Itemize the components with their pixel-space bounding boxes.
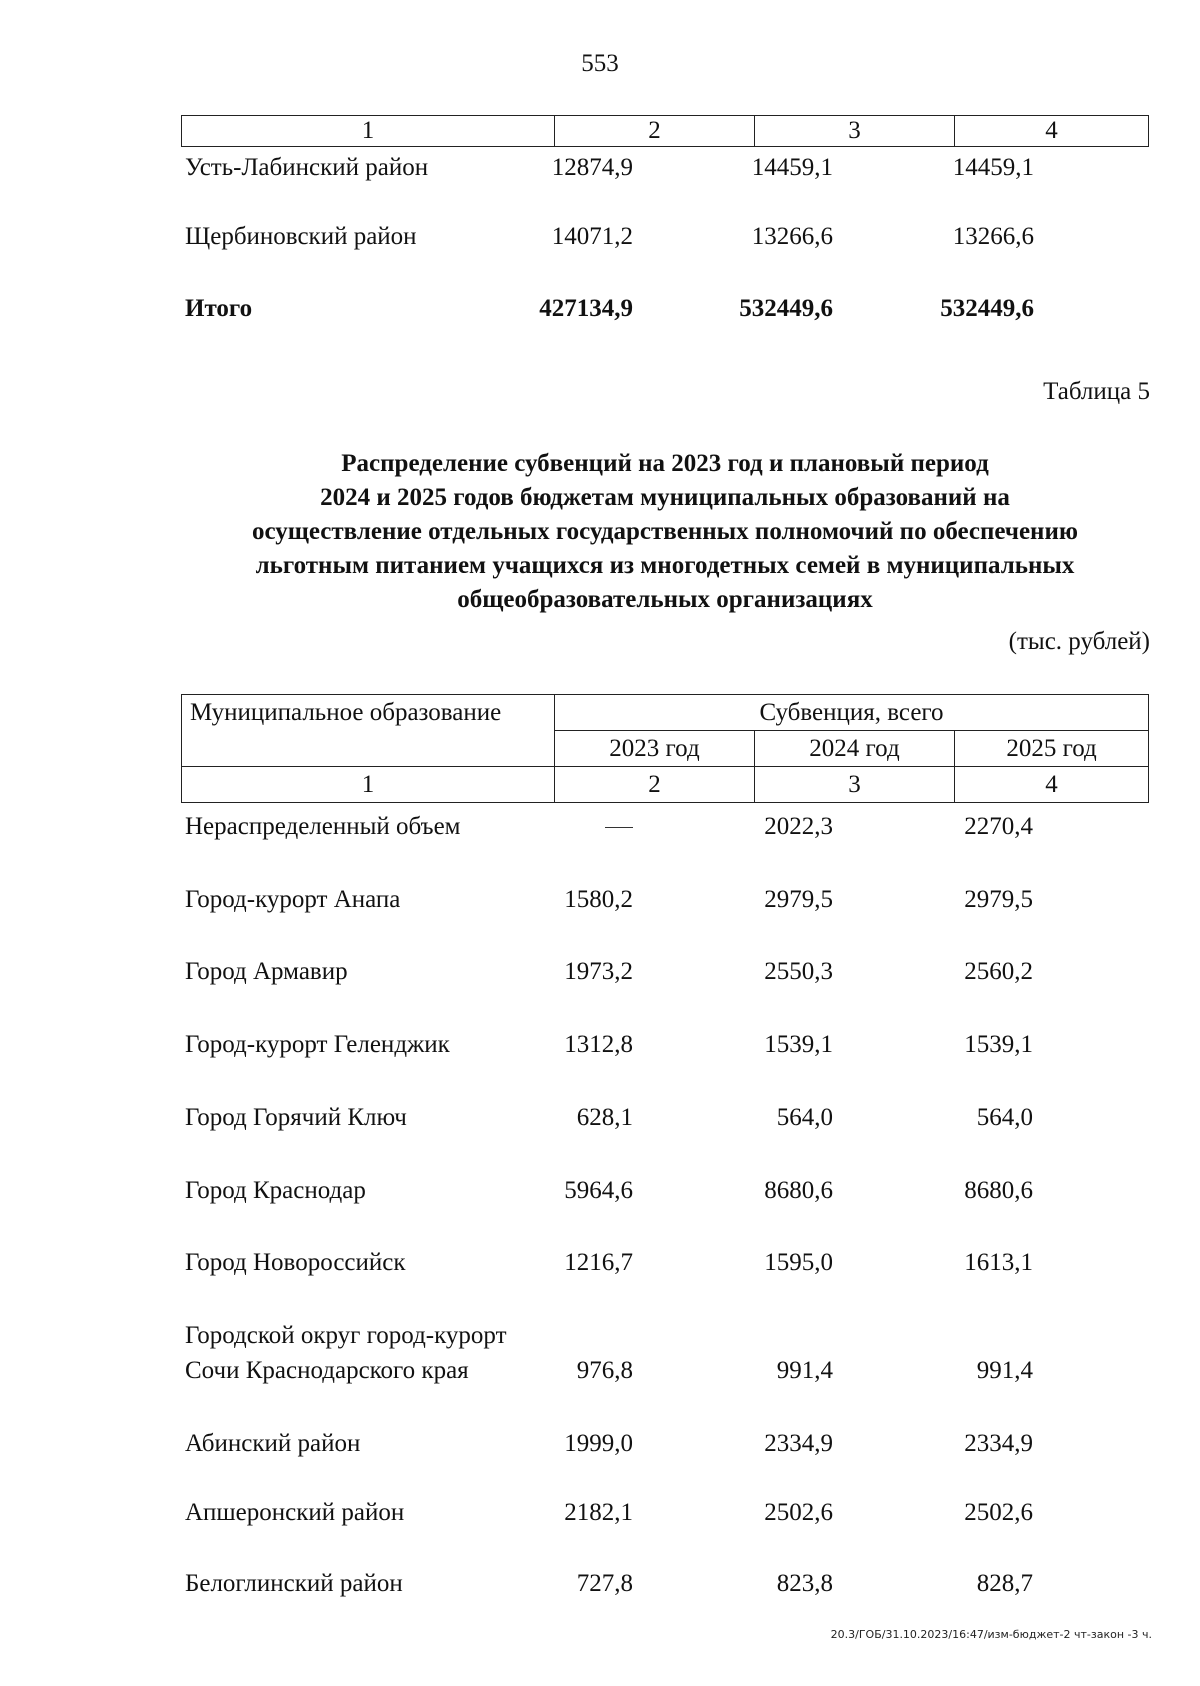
value-2024: 823,8 bbox=[776, 1570, 833, 1597]
value-2024: 1539,1 bbox=[764, 1031, 833, 1058]
title-line: 2024 и 2025 годов бюджетам муниципальных образований на bbox=[320, 484, 1010, 511]
municipality-name: Сочи Краснодарского края bbox=[185, 1357, 469, 1384]
value-2025: 828,7 bbox=[976, 1570, 1033, 1597]
value-2025: 14459,1 bbox=[952, 154, 1034, 181]
top-table-header bbox=[181, 115, 1149, 147]
value-2024: 8680,6 bbox=[764, 1177, 833, 1204]
municipality-name: Щербиновский район bbox=[185, 223, 417, 250]
value-2023: 427134,9 bbox=[539, 295, 633, 322]
municipality-name: Городской округ город-курорт bbox=[185, 1322, 507, 1349]
value-2023: 727,8 bbox=[576, 1570, 633, 1597]
value-2024: 2550,3 bbox=[764, 958, 833, 985]
value-2025: 2979,5 bbox=[964, 886, 1033, 913]
value-2025: 532449,6 bbox=[940, 295, 1034, 322]
table-label: Таблица 5 bbox=[1043, 378, 1150, 405]
municipality-name: Апшеронский район bbox=[185, 1499, 405, 1526]
total-label: Итого bbox=[185, 295, 253, 322]
municipality-name: Абинский район bbox=[185, 1430, 361, 1457]
value-2024: 564,0 bbox=[776, 1104, 833, 1131]
value-2023: 5964,6 bbox=[564, 1177, 633, 1204]
column-number: 1 bbox=[182, 767, 555, 803]
column-number: 3 bbox=[755, 116, 955, 147]
title-line: льготным питанием учащихся из многодетных семей в муниципальных bbox=[255, 552, 1075, 579]
municipality-name: Город Горячий Ключ bbox=[185, 1104, 407, 1131]
value-2025: 2502,6 bbox=[964, 1499, 1033, 1526]
value-2025: 1613,1 bbox=[964, 1249, 1033, 1276]
value-2024: 2022,3 bbox=[764, 813, 833, 840]
title-line: осуществление отдельных государственных полномочий по обеспечению bbox=[252, 518, 1078, 545]
value-2023: 628,1 bbox=[576, 1104, 633, 1131]
value-2025: 564,0 bbox=[976, 1104, 1033, 1131]
year-header: 2025 год bbox=[955, 731, 1149, 767]
municipality-name: Город-курорт Анапа bbox=[185, 886, 401, 913]
value-2025: 2270,4 bbox=[964, 813, 1033, 840]
value-2024: 2502,6 bbox=[764, 1499, 833, 1526]
value-2024: 991,4 bbox=[776, 1357, 833, 1384]
municipality-name: Усть-Лабинский район bbox=[185, 154, 429, 181]
value-2023: 976,8 bbox=[576, 1357, 633, 1384]
value-2023: 1312,8 bbox=[564, 1031, 633, 1058]
units-label: (тыс. рублей) bbox=[1008, 628, 1150, 655]
column-number: 2 bbox=[555, 767, 755, 803]
document-footer: 20.3/ГОБ/31.10.2023/16:47/изм-бюджет-2 чт-закон -3 ч. bbox=[830, 1628, 1152, 1641]
value-2024: 2979,5 bbox=[764, 886, 833, 913]
title-line: Распределение субвенций на 2023 год и плановый период bbox=[341, 450, 989, 477]
column-number: 1 bbox=[182, 116, 555, 147]
value-2024: 2334,9 bbox=[764, 1430, 833, 1457]
municipality-name: Город Краснодар bbox=[185, 1177, 366, 1204]
value-2023: 14071,2 bbox=[551, 223, 633, 250]
value-2023: 1973,2 bbox=[564, 958, 633, 985]
municipality-name: Город Армавир bbox=[185, 958, 348, 985]
value-2024: 532449,6 bbox=[739, 295, 833, 322]
value-2025: 2560,2 bbox=[964, 958, 1033, 985]
value-2025: 1539,1 bbox=[964, 1031, 1033, 1058]
value-2023: 12874,9 bbox=[551, 154, 633, 181]
value-2025: 8680,6 bbox=[964, 1177, 1033, 1204]
municipality-name: Город-курорт Геленджик bbox=[185, 1031, 450, 1058]
municipality-name: Белоглинский район bbox=[185, 1570, 403, 1597]
value-2023: 1216,7 bbox=[564, 1249, 633, 1276]
table-title bbox=[180, 447, 1150, 617]
subvention-group-header: Субвенция, всего bbox=[555, 695, 1149, 731]
dash-icon bbox=[605, 827, 633, 828]
main-table-header bbox=[181, 694, 1149, 803]
value-2024: 13266,6 bbox=[751, 223, 833, 250]
column-number: 2 bbox=[555, 116, 755, 147]
year-header: 2023 год bbox=[555, 731, 755, 767]
value-2025: 13266,6 bbox=[952, 223, 1034, 250]
column-number: 4 bbox=[955, 116, 1149, 147]
municipality-name: Город Новороссийск bbox=[185, 1249, 406, 1276]
column-number: 4 bbox=[955, 767, 1149, 803]
value-2023: 1999,0 bbox=[564, 1430, 633, 1457]
municipality-name: Нераспределенный объем bbox=[185, 813, 461, 840]
value-2023: 2182,1 bbox=[564, 1499, 633, 1526]
page-number: 553 bbox=[581, 50, 619, 77]
value-2025: 2334,9 bbox=[964, 1430, 1033, 1457]
value-2024: 14459,1 bbox=[751, 154, 833, 181]
column-number: 3 bbox=[755, 767, 955, 803]
title-line: общеобразовательных организациях bbox=[457, 586, 873, 613]
municipality-column-header: Муниципальное образование bbox=[182, 695, 555, 767]
value-2024: 1595,0 bbox=[764, 1249, 833, 1276]
value-2025: 991,4 bbox=[976, 1357, 1033, 1384]
value-2023: 1580,2 bbox=[564, 886, 633, 913]
value-2023 bbox=[605, 813, 633, 841]
year-header: 2024 год bbox=[755, 731, 955, 767]
